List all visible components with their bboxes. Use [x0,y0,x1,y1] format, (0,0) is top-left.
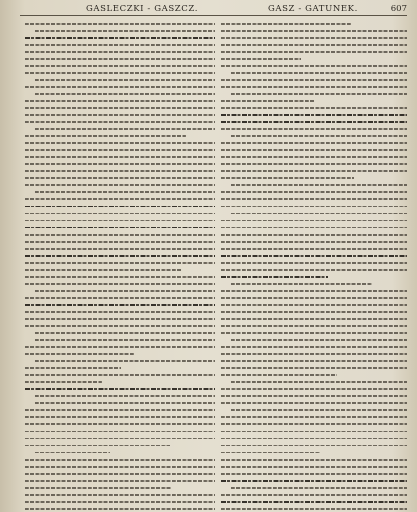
text-line [221,220,407,225]
text-line [221,494,407,499]
text-line [25,206,215,211]
text-line [25,339,215,344]
text-line [25,304,215,309]
text-line [25,142,215,147]
text-line [221,409,407,414]
text-line [221,100,407,105]
text-line [25,135,215,140]
text-line [25,346,215,351]
left-column [25,21,215,512]
text-line [25,149,215,154]
text-line [25,409,215,414]
text-line [25,318,215,323]
text-line [25,128,215,133]
text-line [221,332,407,337]
text-line [25,23,215,28]
text-line [25,487,215,492]
page-number: 607 [390,4,407,14]
text-line [25,100,215,105]
text-line [25,395,215,400]
text-line [25,431,215,436]
text-line [221,206,407,211]
text-line [25,423,215,428]
text-line [221,487,407,492]
text-line [221,86,407,91]
text-line [25,79,215,84]
text-line [221,325,407,330]
text-line [25,269,215,274]
text-line [221,276,407,281]
text-line [221,395,407,400]
text-line [221,311,407,316]
text-line [221,184,407,189]
text-line [25,220,215,225]
text-line [221,473,407,478]
text-line [221,290,407,295]
text-line [25,156,215,161]
text-line [25,86,215,91]
text-line [25,121,215,126]
text-line [221,65,407,70]
text-line [25,473,215,478]
text-line [25,227,215,232]
text-line [25,508,215,512]
text-line [221,374,407,379]
text-line [25,65,215,70]
text-line [25,177,215,182]
text-line [25,311,215,316]
text-line [25,402,215,407]
text-line [221,508,407,512]
text-line [25,388,215,393]
text-line [221,37,407,42]
text-line [25,191,215,196]
text-line [25,163,215,168]
text-line [221,58,407,63]
text-line [221,459,407,464]
text-line [221,191,407,196]
text-line [25,184,215,189]
text-line [221,255,407,260]
right-column [221,21,407,512]
text-line [221,269,407,274]
running-header-right: GASZ - GATUNEK. [268,4,358,14]
text-line [221,360,407,365]
text-line [25,198,215,203]
text-line [25,381,215,386]
text-line [25,290,215,295]
text-line [25,332,215,337]
text-line [221,248,407,253]
text-line [25,37,215,42]
text-line [221,262,407,267]
text-line [25,276,215,281]
text-line [221,381,407,386]
text-line [221,51,407,56]
text-line [221,480,407,485]
text-line [221,107,407,112]
text-line [221,170,407,175]
text-line [25,297,215,302]
text-line [221,23,407,28]
text-line [221,30,407,35]
text-line [221,445,407,450]
text-line [25,93,215,98]
text-line [25,445,215,450]
text-line [25,353,215,358]
text-line [221,149,407,154]
text-line [221,431,407,436]
text-line [25,452,215,457]
text-line [221,227,407,232]
text-line [25,241,215,246]
text-line [221,423,407,428]
header-rule [20,15,407,16]
text-line [25,213,215,218]
text-line [25,255,215,260]
text-line [25,416,215,421]
text-line [221,283,407,288]
text-line [221,297,407,302]
text-line [25,325,215,330]
text-line [25,480,215,485]
text-line [221,318,407,323]
text-line [221,44,407,49]
text-line [25,360,215,365]
text-line [221,438,407,443]
text-line [25,262,215,267]
text-line [25,374,215,379]
text-line [25,170,215,175]
text-line [221,213,407,218]
text-line [221,135,407,140]
text-line [221,402,407,407]
text-line [221,234,407,239]
text-line [221,72,407,77]
text-line [221,501,407,506]
text-line [221,304,407,309]
text-line [221,452,407,457]
text-line [221,198,407,203]
text-line [25,114,215,119]
text-line [221,241,407,246]
text-line [25,234,215,239]
text-line [221,114,407,119]
text-line [221,346,407,351]
text-line [221,388,407,393]
text-line [221,93,407,98]
text-line [221,128,407,133]
text-line [25,44,215,49]
text-line [221,156,407,161]
text-line [221,163,407,168]
text-line [221,177,407,182]
text-line [25,283,215,288]
text-line [25,367,215,372]
text-line [221,121,407,126]
text-line [25,107,215,112]
text-line [221,416,407,421]
text-line [221,353,407,358]
text-line [25,494,215,499]
text-line [221,339,407,344]
text-line [221,79,407,84]
text-line [25,501,215,506]
running-header-left: GASLECZKI - GASZCZ. [86,4,199,14]
text-line [25,51,215,56]
text-line [221,367,407,372]
text-line [25,438,215,443]
text-line [25,58,215,63]
text-line [25,248,215,253]
text-line [25,30,215,35]
text-line [221,466,407,471]
text-line [25,459,215,464]
text-line [221,142,407,147]
text-line [25,72,215,77]
text-line [25,466,215,471]
